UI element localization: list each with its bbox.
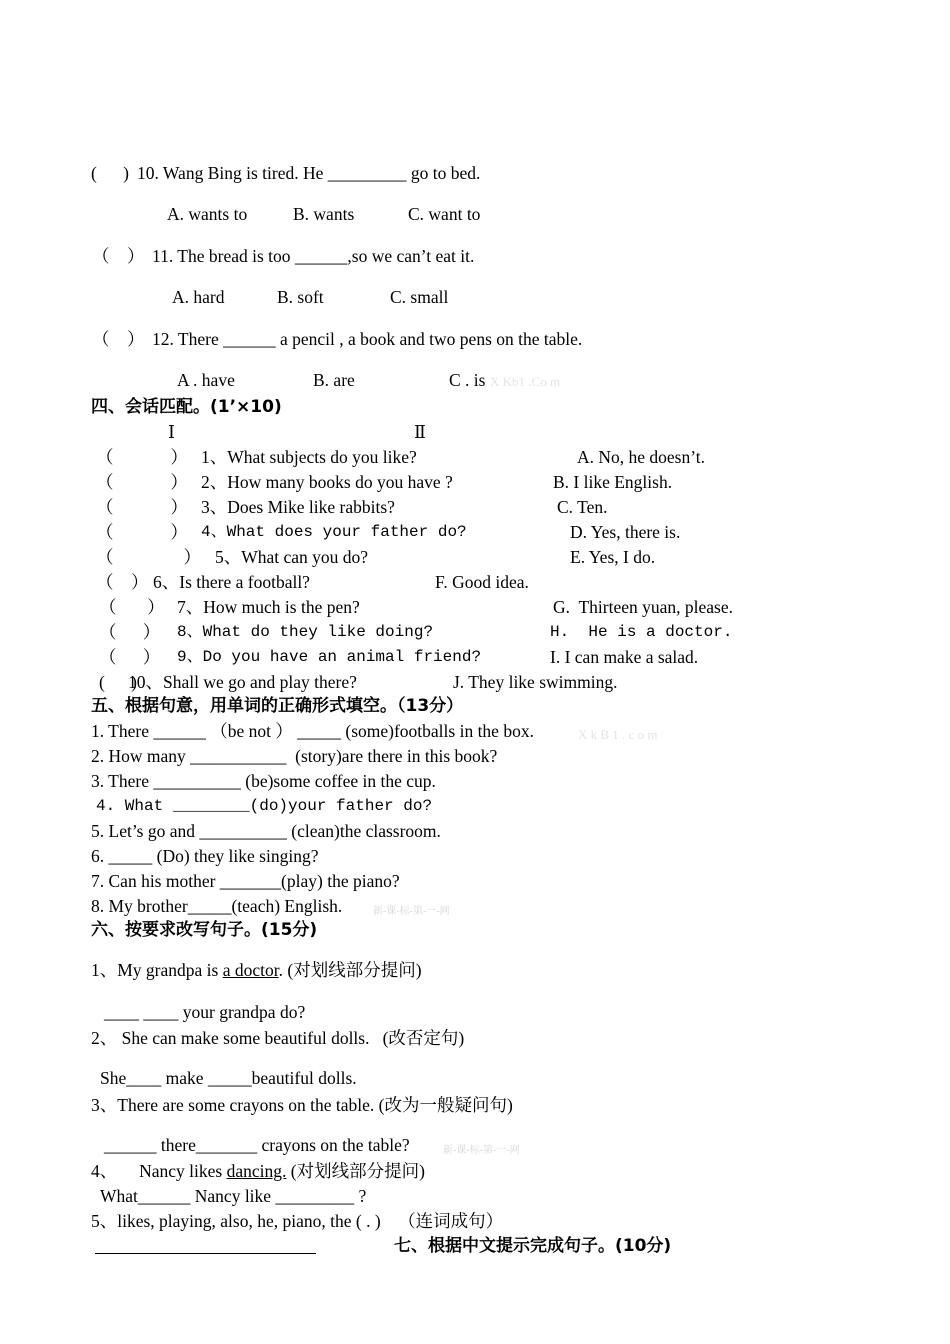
match-3-paren: （ ） [96,497,188,517]
watermark: X k B 1 . c o m [578,727,658,742]
q10-paren: ( ) [91,163,129,183]
fill-item-6: 6. _____ (Do) they like singing? [91,846,319,866]
q12-option-b: B. are [313,370,355,390]
rewrite-q1-post: . (对划线部分提问) [278,960,422,980]
q12-option-a: A . have [177,370,235,390]
match-1-question: 1、What subjects do you like? [201,447,417,467]
match-10-paren: ( ) [99,672,137,692]
match-4-question: 4、What does your father do? [201,523,467,541]
match-5-question: 5、What can you do? [215,547,369,567]
column-1-header: Ⅰ [168,422,175,442]
rewrite-q4-underlined: dancing. [226,1161,287,1181]
q10-option-b: B. wants [293,204,355,224]
match-6-paren: （ ） [96,572,149,592]
match-8-question: 8、What do they like doing? [177,623,434,641]
q11-stem: 11. The bread is too ______,so we can’t eat it. [152,246,475,266]
q10-option-c: C. want to [408,204,481,224]
q10-stem: 10. Wang Bing is tired. He _________ go to bed. [137,163,481,183]
rewrite-q1-pre: 1、My grandpa is [91,960,223,980]
q10-option-a: A. wants to [167,204,248,224]
match-2-paren: （ ） [96,472,188,492]
fill-item-4: 4. What ________(do)your father do? [96,797,433,815]
rewrite-q5: 5、likes, playing, also, he, piano, the ( . ) （连词成句） [91,1211,504,1231]
match-3-question: 3、Does Mike like rabbits? [201,497,395,517]
rewrite-a1: ____ ____ your grandpa do? [104,1002,306,1022]
watermark: 新-课-标-第-一-网 [443,1145,520,1156]
match-6-question: 6、Is there a football? [153,572,310,592]
watermark: X Kb1 .Co m [490,374,561,389]
rewrite-a4: What______ Nancy like _________ ? [100,1186,367,1206]
match-5-paren: （ ） [96,547,201,567]
rewrite-q3: 3、There are some crayons on the table. (改为一般疑问句) [91,1095,513,1115]
section-6-title: 六、按要求改写句子。(15分) [91,920,318,940]
match-1-paren: （ ） [96,447,188,467]
match-7-paren: （ ） [99,597,165,617]
match-1-answer: A. No, he doesn’t. [577,447,705,467]
q12-option-c: C . is [449,370,486,390]
q12-stem: 12. There ______ a pencil , a book and two pens on the table. [152,329,583,349]
q11-option-b: B. soft [277,287,324,307]
answer-line [95,1253,316,1254]
q12-paren: （ ） [92,329,145,349]
match-10-question: 10、Shall we go and play there? [128,672,357,692]
rewrite-q4-pre: 4、 Nancy likes [91,1161,227,1181]
rewrite-q1 [91,960,422,980]
match-10-answer: J. They like swimming. [453,672,618,692]
fill-item-1: 1. There ______ （be not ） _____ (some)footballs in the box. [91,721,534,741]
match-6-answer: F. Good idea. [435,572,529,592]
rewrite-a3: ______ there_______ crayons on the table? [104,1135,410,1155]
section-5-title: 五、根据句意，用单词的正确形式填空。（13分） [91,696,464,716]
match-7-question: 7、How much is the pen? [177,597,360,617]
match-4-answer: D. Yes, there is. [570,522,681,542]
q11-option-c: C. small [390,287,449,307]
fill-item-8: 8. My brother_____(teach) English. [91,896,343,916]
q11-paren: （ ） [92,246,145,266]
match-8-paren: （ ） [99,622,161,642]
fill-item-7: 7. Can his mother _______(play) the piano? [91,871,400,891]
match-8-answer: H. He is a doctor. [550,623,733,641]
q11-option-a: A. hard [172,287,225,307]
match-4-paren: （ ） [96,522,188,542]
match-9-question: 9、Do you have an animal friend? [177,648,482,666]
rewrite-q2: 2、 She can make some beautiful dolls. (改否定句) [91,1028,465,1048]
rewrite-a2: She____ make _____beautiful dolls. [100,1068,357,1088]
rewrite-q4 [91,1161,425,1181]
column-2-header: Ⅱ [414,422,426,442]
match-7-answer: G. Thirteen yuan, please. [553,597,733,617]
match-9-answer: I. I can make a salad. [550,647,699,667]
fill-item-3: 3. There __________ (be)some coffee in the cup. [91,771,436,791]
section-4-title: 四、会话匹配。(1’×10) [91,397,282,417]
watermark: 新-课-标-第-一-网 [373,906,450,917]
fill-item-5: 5. Let’s go and __________ (clean)the classroom. [91,821,441,841]
match-3-answer: C. Ten. [557,497,608,517]
section-7-title: 七、根据中文提示完成句子。(10分) [394,1236,672,1256]
rewrite-q1-underlined: a doctor [222,960,279,980]
match-2-answer: B. I like English. [553,472,673,492]
rewrite-q4-post: (对划线部分提问) [286,1161,425,1181]
match-9-paren: （ ） [99,647,161,667]
fill-item-2: 2. How many ___________ (story)are there in this book? [91,746,498,766]
match-2-question: 2、How many books do you have ? [201,472,453,492]
match-5-answer: E. Yes, I do. [570,547,656,567]
